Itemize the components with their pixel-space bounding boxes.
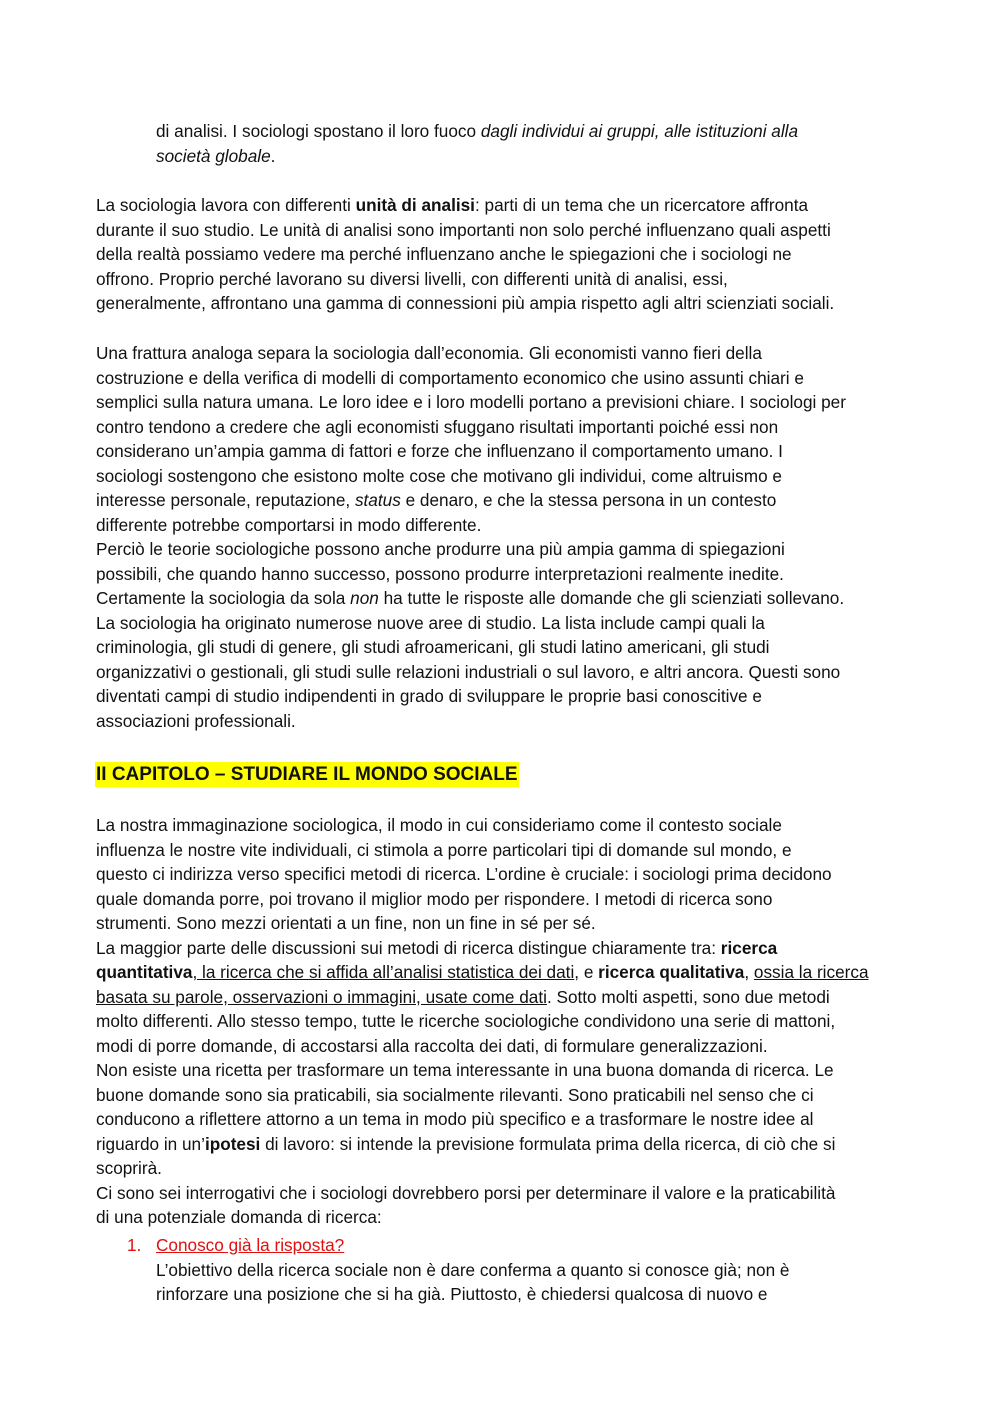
text-run: interesse personale, reputazione,	[96, 490, 355, 510]
text-line: criminologia, gli studi di genere, gli studi afroamericani, gli studi latino americani, gli studi	[96, 637, 770, 657]
italic-text: dagli individui ai gruppi, alle istituzioni alla	[480, 121, 799, 141]
list-item	[156, 1233, 916, 1307]
bold-term: ricerca	[720, 937, 778, 958]
text-line: influenza le nostre vite individuali, ci stimola a porre particolari tipi di domande sul mondo, e	[96, 839, 792, 860]
text-line: offrono. Proprio perché lavorano su diversi livelli, con differenti unità di analisi, essi,	[96, 268, 728, 289]
text-line	[96, 936, 916, 961]
text-run: , e	[574, 962, 599, 982]
text-run: .	[270, 145, 276, 166]
underlined-text: ossia la ricerca	[753, 962, 869, 982]
text-line: della realtà possiamo vedere ma perché influenzano anche le spiegazioni che i sociologi ne	[96, 244, 792, 264]
bold-term: unità di analisi	[355, 195, 475, 215]
text-line: possibili, che quando hanno successo, possono produrre interpretazioni realmente inedite.	[96, 563, 784, 584]
text-line: Ci sono sei interrogativi che i sociologi dovrebbero porsi per determinare il valore e la praticabilità	[96, 1182, 836, 1203]
underlined-text: basata su parole, osservazioni o immagini, usate come dati	[96, 986, 547, 1007]
text-run: La sociologia lavora con differenti	[96, 195, 356, 215]
text-line: La nostra immaginazione sociologica, il modo in cui consideriamo come il contesto sociale	[96, 815, 782, 835]
text-line: costruzione e della verifica di modelli di comportamento economico che usino assunti chiari e	[96, 367, 804, 388]
text-line: differente potrebbe comportarsi in modo differente.	[96, 514, 482, 535]
text-line: di una potenziale domanda di ricerca:	[96, 1207, 382, 1227]
text-line	[156, 119, 916, 144]
text-line: considerano un’ampia gamma di fattori e forze che influenzano il comportamento umano. I	[96, 441, 783, 461]
text-line: generalmente, affrontano una gamma di connessioni più ampia rispetto agli altri scienziati sociali.	[96, 293, 835, 313]
paragraph-economics	[96, 341, 916, 733]
text-line: Non esiste una ricetta per trasformare un tema interessante in una buona domanda di ricerca. Le	[96, 1060, 834, 1080]
text-line: scoprirà.	[96, 1158, 162, 1178]
text-line: Perciò le teorie sociologiche possono anche produrre una più ampia gamma di spiegazioni	[96, 539, 785, 559]
text-line: buone domande sono sia praticabili, sia socialmente rilevanti. Sono praticabili nel senso che ci	[96, 1084, 814, 1105]
text-line: associazioni professionali.	[96, 710, 296, 731]
text-line: diventati campi di studio indipendenti in grado di sviluppare le proprie basi conoscitive e	[96, 686, 762, 706]
bold-term: ricerca qualitativa	[598, 962, 745, 982]
list-item-number: 1.	[127, 1235, 142, 1255]
text-line: sociologi sostengono che esistono molte cose che motivano gli individui, come altruismo e	[96, 465, 782, 486]
paragraph-research-methods	[96, 813, 916, 1230]
text-line: modi di porre domande, di accostarsi alla raccolta dei dati, di formulare generalizzazioni.	[96, 1035, 768, 1056]
chapter-heading: II CAPITOLO – STUDIARE IL MONDO SOCIALE	[96, 764, 518, 785]
text-run: : parti di un tema che un ricercatore affronta	[474, 195, 809, 215]
text-line: L’obiettivo della ricerca sociale non è dare conferma a quanto si conosce già; non è	[156, 1259, 790, 1280]
text-line: molto differenti. Allo stesso tempo, tutte le ricerche sociologiche condividono una serie di mattoni,	[96, 1011, 836, 1031]
text-line: organizzativi o gestionali, gli studi sulle relazioni industriali o sul lavoro, e altri ancora. Questi sono	[96, 661, 841, 682]
chapter-heading-container	[95, 762, 519, 787]
text-run: ha tutte le risposte alle domande che gli scienziati sollevano.	[378, 588, 845, 608]
text-line	[96, 960, 916, 985]
text-line: questo ci indirizza verso specifici metodi di ricerca. L’ordine è cruciale: i sociologi prima decidono	[96, 864, 832, 884]
list-item-title: Conosco già la risposta?	[156, 1235, 345, 1255]
text-run: di analisi. I sociologi spostano il loro fuoco	[156, 121, 481, 141]
italic-text: non	[350, 588, 379, 608]
bold-term: quantitativa	[96, 962, 193, 982]
text-run: di lavoro: si intende la previsione formulata prima della ricerca, di ciò che si	[260, 1133, 836, 1154]
text-run: ,	[744, 962, 754, 982]
text-line: strumenti. Sono mezzi orientati a un fine, non un fine in sé per sé.	[96, 913, 596, 933]
text-line: semplici sulla natura umana. Le loro idee e i loro modelli portano a previsioni chiare. I sociologi per	[96, 392, 846, 412]
underlined-text: , la ricerca che si affida all’analisi statistica dei dati	[192, 962, 575, 982]
text-line	[96, 488, 916, 513]
text-run: La maggior parte delle discussioni sui metodi di ricerca distingue chiaramente tra:	[96, 937, 721, 958]
text-run: . Sotto molti aspetti, sono due metodi	[546, 986, 830, 1007]
paragraph-units-of-analysis	[96, 193, 916, 316]
text-line	[96, 193, 916, 218]
bold-term: ipotesi	[204, 1133, 261, 1154]
text-line	[156, 144, 916, 169]
text-line: Una frattura analoga separa la sociologia dall’economia. Gli economisti vanno fieri della	[96, 343, 762, 363]
text-line	[96, 586, 916, 611]
text-line: durante il suo studio. Le unità di analisi sono importanti non solo perché influenzano quali aspetti	[96, 219, 831, 240]
text-line	[96, 985, 916, 1010]
text-line: La sociologia ha originato numerose nuove aree di studio. La lista include campi quali la	[96, 612, 765, 633]
text-run: Certamente la sociologia da sola	[96, 588, 351, 608]
italic-text: società globale	[156, 145, 271, 166]
paragraph-continuation	[156, 119, 916, 168]
text-line	[96, 1132, 916, 1157]
text-run: riguardo in un’	[96, 1133, 205, 1154]
text-line: contro tendono a credere che agli economisti sfuggano risultati importanti poiché essi non	[96, 416, 779, 437]
text-run: e denaro, e che la stessa persona in un contesto	[400, 490, 777, 510]
text-line: rinforzare una posizione che si ha già. Piuttosto, è chiedersi qualcosa di nuovo e	[156, 1284, 768, 1304]
italic-text: status	[354, 490, 401, 510]
text-line: quale domanda porre, poi trovano il miglior modo per rispondere. I metodi di ricerca sono	[96, 888, 773, 909]
text-line: conducono a riflettere attorno a un tema in modo più specifico e a trasformare le nostre idee al	[96, 1109, 814, 1129]
